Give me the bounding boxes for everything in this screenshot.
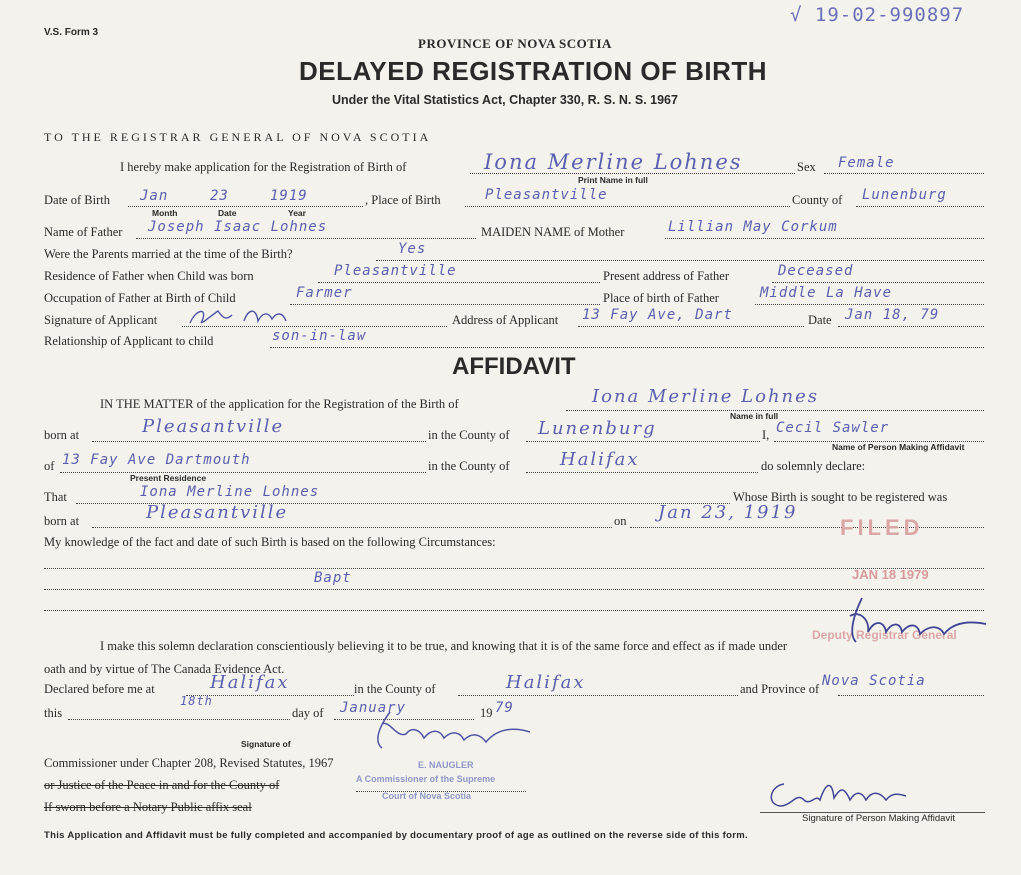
date-label: Date	[808, 313, 832, 327]
pob-value: Pleasantville	[485, 187, 608, 203]
this-label: this	[44, 706, 63, 720]
county-value: Lunenburg	[862, 187, 947, 203]
residence-value-2: 13 Fay Ave Dartmouth	[62, 452, 251, 468]
declaration-line-1: I make this solemn declaration conscientiously believing it to be true, and knowing that it is of the same force and effect as if made under	[100, 639, 788, 653]
applicant-signature	[186, 303, 326, 329]
married-value: Yes	[398, 241, 427, 257]
matter-label: IN THE MATTER of the application for the Registration of the Birth of	[100, 397, 459, 411]
county-value-2: Lunenburg	[538, 418, 657, 439]
province-heading: PROVINCE OF NOVA SCOTIA	[418, 36, 612, 51]
commissioner-stamp-line1: A Commissioner of the Supreme	[356, 774, 496, 784]
print-name-hint: Print Name in full	[578, 175, 648, 185]
form-title: DELAYED REGISTRATION OF BIRTH	[299, 56, 768, 86]
that-name-value: Iona Merline Lohnes	[140, 484, 320, 500]
year-hint: Year	[288, 208, 306, 218]
province-label: and Province of	[740, 682, 820, 696]
sex-label: Sex	[797, 160, 816, 174]
province-value: Nova Scotia	[822, 673, 926, 689]
married-label: Were the Parents married at the time of the Birth?	[44, 247, 293, 261]
applicant-addr-value: 13 Fay Ave, Dart	[582, 307, 733, 323]
county-label-4: in the County of	[354, 682, 436, 696]
notary-label: If sworn before a Notary Public affix seal	[44, 800, 252, 814]
dob-year-value: 1919	[270, 188, 308, 204]
registrar-address: TO THE REGISTRAR GENERAL OF NOVA SCOTIA	[44, 130, 432, 144]
occupation-label: Occupation of Father at Birth of Child	[44, 291, 236, 305]
commissioner-label: Commissioner under Chapter 208, Revised Statutes, 1967	[44, 756, 334, 770]
deputy-registrar-stamp: Deputy Registrar General	[812, 628, 957, 642]
born-at-label-2: born at	[44, 514, 80, 528]
file-number: √ 19-02-990897	[790, 4, 965, 26]
present-addr-value: Deceased	[778, 263, 854, 279]
residence-value: Pleasantville	[334, 263, 457, 279]
form-subtitle: Under the Vital Statistics Act, Chapter 330, R. S. N. S. 1967	[332, 93, 678, 107]
born-at-label: born at	[44, 428, 80, 442]
signature-label: Signature of Applicant	[44, 313, 158, 327]
day-label: day of	[292, 706, 324, 720]
affidavit-title: AFFIDAVIT	[452, 353, 576, 380]
date-value: Jan 18, 79	[845, 307, 940, 323]
year-value: 79	[495, 700, 514, 716]
declared-label: Declared before me at	[44, 682, 155, 696]
relationship-value: son-in-law	[272, 328, 367, 344]
father-value: Joseph Isaac Lohnes	[148, 219, 328, 235]
county-label-3: in the County of	[428, 459, 510, 473]
filed-date-stamp: JAN 18 1979	[852, 567, 929, 582]
month-value: January	[340, 700, 407, 716]
commissioner-stamp-name: E. NAUGLER	[418, 760, 474, 770]
county-value-3: Halifax	[560, 449, 640, 470]
declared-at-value: Halifax	[210, 672, 290, 693]
form-number: V.S. Form 3	[44, 27, 99, 38]
born-at-value-2: Pleasantville	[146, 502, 289, 523]
date-hint: Date	[218, 208, 237, 218]
signature-of-label: Signature of	[241, 739, 291, 749]
father-pob-value: Middle La Have	[760, 285, 893, 301]
declare-label: do solemnly declare:	[761, 459, 866, 473]
circumstance-value: Bapt	[314, 570, 352, 586]
i-label: I,	[762, 428, 770, 442]
relationship-label: Relationship of Applicant to child	[44, 334, 214, 348]
county-value-4: Halifax	[506, 672, 586, 693]
on-date-value: Jan 23, 1919	[658, 502, 798, 523]
county-label: County of	[792, 193, 843, 207]
name-hint: Name in full	[730, 411, 779, 421]
on-label: on	[614, 514, 627, 528]
present-addr-label: Present address of Father	[603, 269, 730, 283]
father-label: Name of Father	[44, 225, 123, 239]
declaration-line-2: oath and by virtue of The Canada Evidence Act.	[44, 662, 285, 676]
whose-label: Whose Birth is sought to be registered was	[733, 490, 948, 504]
occupation-value: Farmer	[296, 285, 353, 301]
month-hint: Month	[152, 208, 178, 218]
applicant-addr-label: Address of Applicant	[452, 313, 559, 327]
deponent-hint: Name of Person Making Affidavit	[832, 442, 965, 452]
residence-label: Residence of Father when Child was born	[44, 269, 254, 283]
deponent-signature	[762, 770, 912, 814]
intro-label: I hereby make application for the Registration of Birth of	[120, 160, 407, 174]
year-prefix: 19	[480, 706, 493, 720]
born-at-value: Pleasantville	[142, 416, 285, 437]
county-label-2: in the County of	[428, 428, 510, 442]
footer-note: This Application and Affidavit must be fully completed and accompanied by documentary proof of age as outlined on the reverse side of this form.	[44, 830, 748, 841]
deponent-value: Cecil Sawler	[776, 420, 890, 436]
pob-label: , Place of Birth	[365, 193, 441, 207]
child-name-value: Iona Merline Lohnes	[484, 150, 743, 174]
father-pob-label: Place of birth of Father	[603, 291, 719, 305]
mother-label: MAIDEN NAME of Mother	[481, 225, 625, 239]
dob-month-value: Jan	[140, 188, 169, 204]
affidavit-name-value: Iona Merline Lohnes	[592, 386, 820, 407]
justice-label: or Justice of the Peace in and for the County of	[44, 778, 280, 792]
of-label: of	[44, 459, 55, 473]
dob-date-value: 23	[210, 188, 229, 204]
commissioner-signature	[360, 704, 550, 754]
filed-stamp: FILED	[840, 515, 924, 540]
registrar-signature	[840, 590, 990, 650]
sex-value: Female	[838, 155, 895, 171]
that-label: That	[44, 490, 67, 504]
day-value: 18th	[180, 694, 213, 708]
mother-value: Lillian May Corkum	[668, 219, 838, 235]
residence-hint: Present Residence	[130, 473, 207, 483]
commissioner-stamp-line2: Court of Nova Scotia	[382, 791, 472, 801]
dob-label: Date of Birth	[44, 193, 110, 207]
deponent-signature-label: Signature of Person Making Affidavit	[802, 813, 955, 824]
knowledge-label: My knowledge of the fact and date of such Birth is based on the following Circumstances:	[44, 535, 496, 549]
